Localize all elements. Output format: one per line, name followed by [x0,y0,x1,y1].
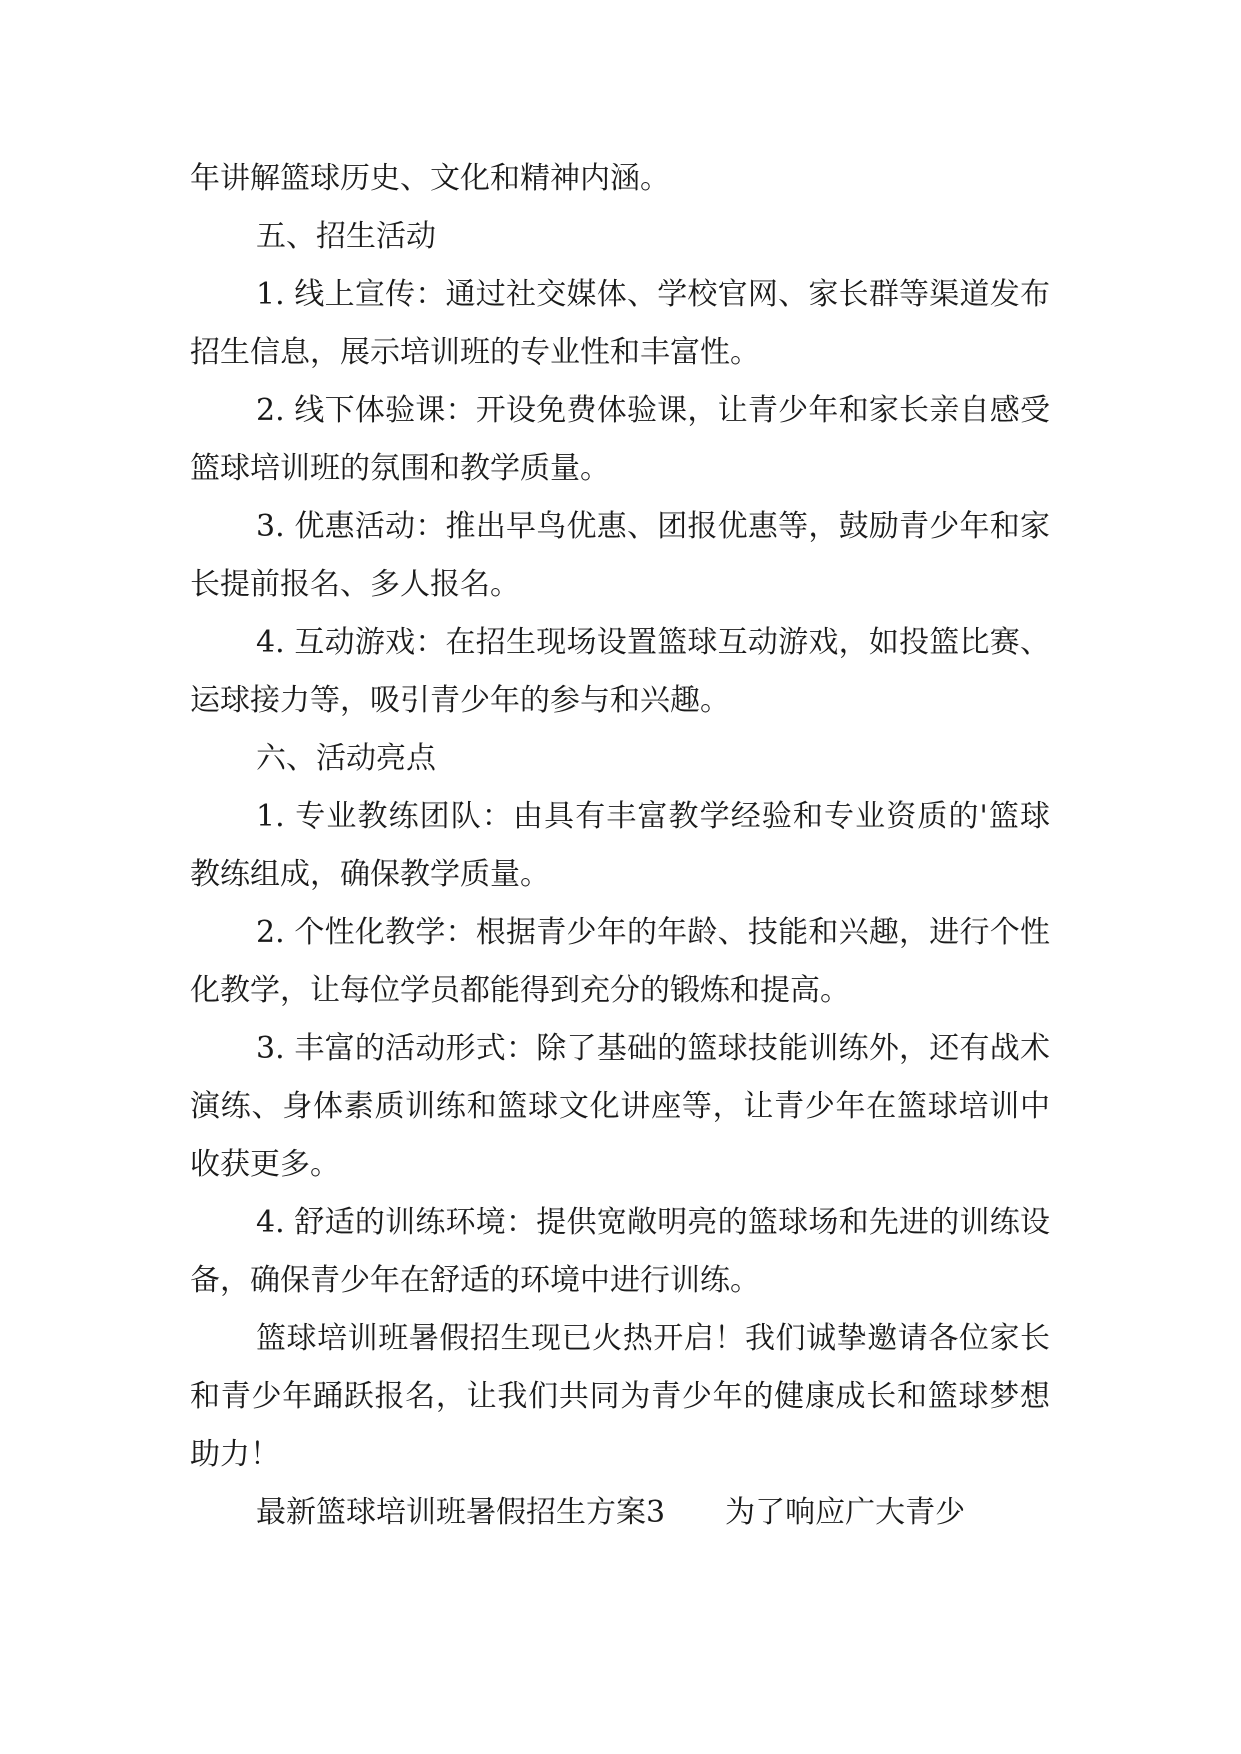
list-item-activity-forms: 3. 丰富的活动形式：除了基础的篮球技能训练外，还有战术演练、身体素质训练和篮球文化讲座等，让青少年在篮球培训中收获更多。 [190,1031,1050,1182]
list-item-coach-team: 1. 专业教练团队：由具有丰富教学经验和专业资质的'篮球教练组成，确保教学质量。 [190,799,1050,892]
section-heading-highlights: 六、活动亮点 [256,741,436,776]
list-item-discounts: 3. 优惠活动：推出早鸟优惠、团报优惠等，鼓励青少年和家长提前报名、多人报名。 [190,509,1050,602]
list-item-interactive-games: 4. 互动游戏：在招生现场设置篮球互动游戏，如投篮比赛、运球接力等，吸引青少年的参与和兴趣。 [190,625,1050,718]
next-plan-title: 最新篮球培训班暑假招生方案3 为了响应广大青少 [256,1495,966,1530]
document-body [190,150,1050,1542]
list-item-training-environment: 4. 舒适的训练环境：提供宽敞明亮的篮球场和先进的训练设备，确保青少年在舒适的环境中进行训练。 [190,1205,1050,1298]
list-item-trial-class: 2. 线下体验课：开设免费体验课，让青少年和家长亲自感受篮球培训班的氛围和教学质量。 [190,393,1050,486]
list-item-online-promotion: 1. 线上宣传：通过社交媒体、学校官网、家长群等渠道发布招生信息，展示培训班的专业性和丰富性。 [190,277,1050,370]
list-item-personalized-teaching: 2. 个性化教学：根据青少年的年龄、技能和兴趣，进行个性化教学，让每位学员都能得到充分的锻炼和提高。 [190,915,1050,1008]
closing-paragraph: 篮球培训班暑假招生现已火热开启！我们诚挚邀请各位家长和青少年踊跃报名，让我们共同为青少年的健康成长和篮球梦想助力！ [190,1321,1050,1472]
section-heading-recruitment: 五、招生活动 [256,219,436,254]
paragraph-continuation: 年讲解篮球历史、文化和精神内涵。 [190,161,670,196]
